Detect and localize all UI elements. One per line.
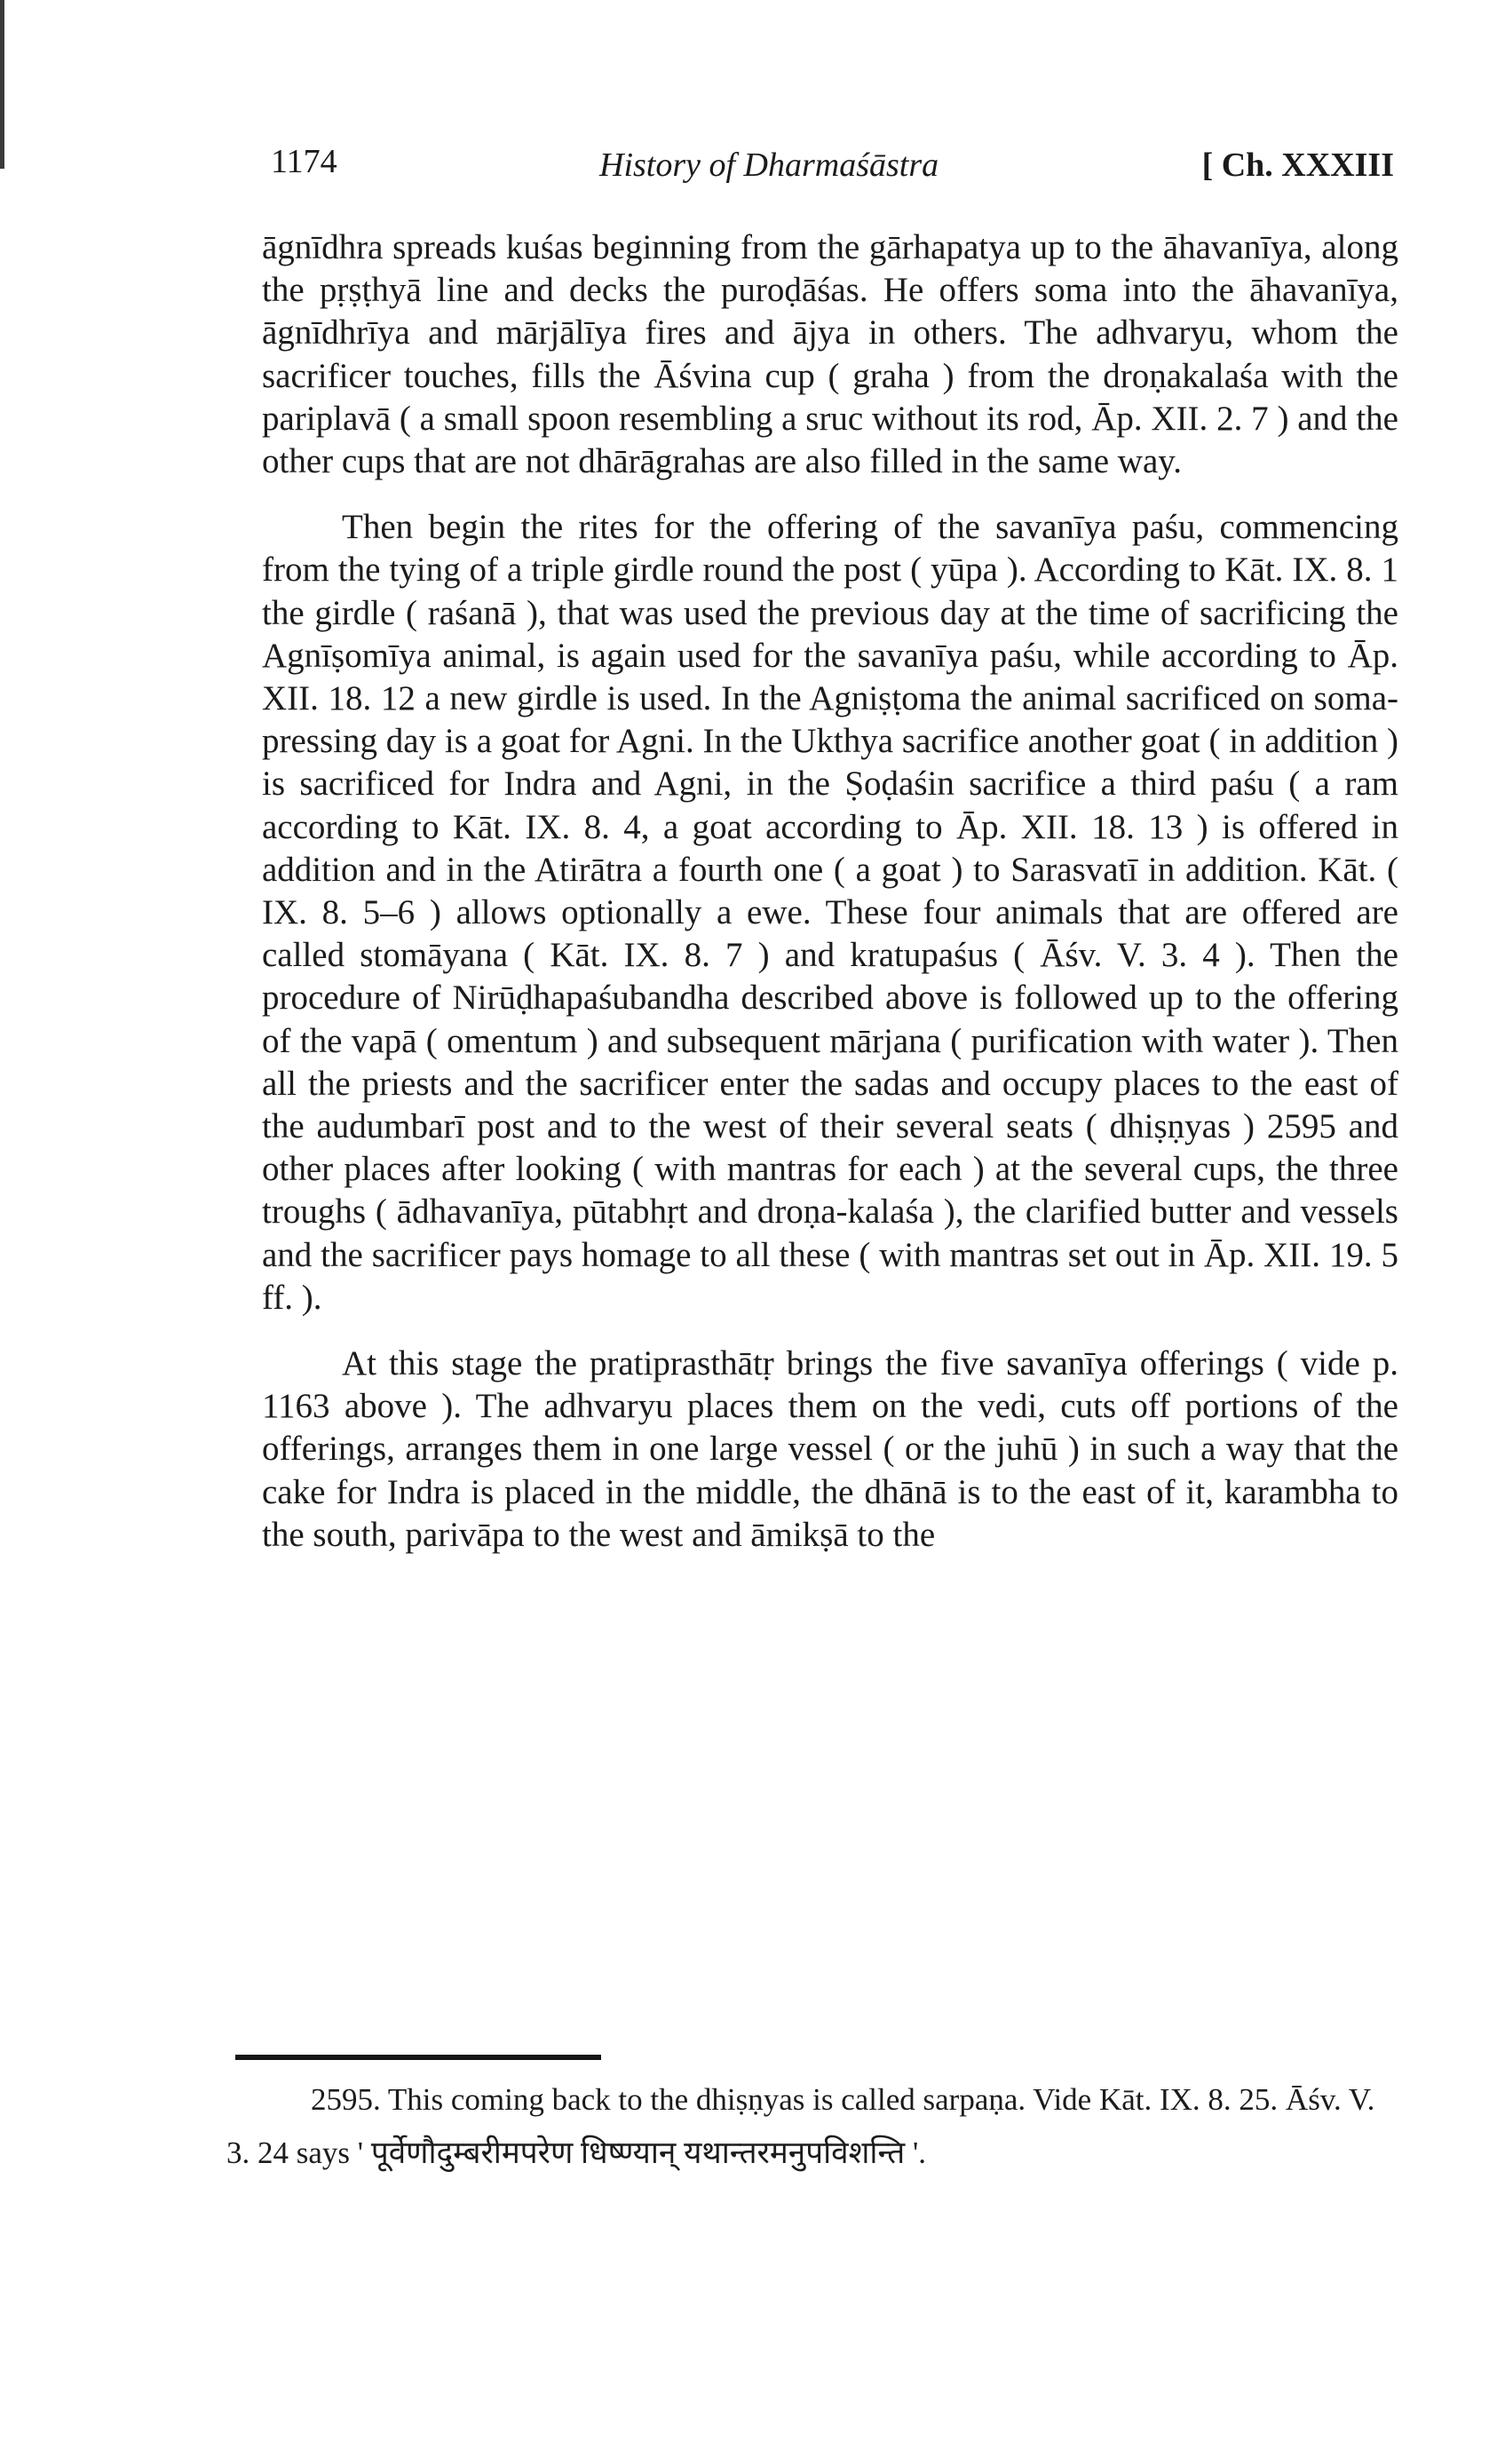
chapter-label: [ Ch. XXXIII	[1201, 147, 1394, 184]
footnote-2595: 2595. This coming back to the dhiṣṇyas is called sarpaṇa. Vide Kāt. IX. 8. 25. Āśv. V. 3. 24 says ' पूर्वेणौदुम्बरीमपरेण धिष्ण्यान् यथान्तरमनुपविशन्ति '.	[226, 2082, 1375, 2170]
running-header	[271, 135, 1394, 188]
binding-edge-line	[0, 0, 4, 169]
page-number: 1174	[271, 143, 337, 180]
paragraph-1: āgnīdhra spreads kuśas beginning from the gārhapatya up to the āhavanīya, along the pṛṣṭhyā line and decks the puroḍāśas. He offers soma into the āhavanīya, āgnīdhrīya and mārjālīya fires and ājya in others. The adhvaryu, whom the sacrificer touches, fills the Āśvina cup ( graha ) from the droṇakalaśa with the pariplavā ( a small spoon resembling a sruc without its rod, Āp. XII. 2. 7 ) and the other cups that are not dhārāgrahas are also filled in the same way.	[262, 228, 1398, 481]
main-text	[262, 226, 1398, 1580]
paragraph-2: Then begin the rites for the offering of the savanīya paśu, commencing from the tying of a triple girdle round the post ( yūpa ). According to Kāt. IX. 8. 1 the girdle ( raśanā ), that was used the previous day at the time of sacrificing the Agnīṣomīya animal, is again used for the savanīya paśu, while according to Āp. XII. 18. 12 a new girdle is used. In the Agniṣṭoma the animal sacrificed on soma-pressing day is a goat for Agni. In the Ukthya sacrifice another goat ( in addition ) is sacrificed for Indra and Agni, in the Ṣoḍaśin sacrifice a third paśu ( a ram according to Kāt. IX. 8. 4, a goat according to Āp. XII. 18. 13 ) is offered in addition and in the Atirātra a fourth one ( a goat ) to Sarasvatī in addition. Kāt. ( IX. 8. 5–6 ) allows optionally a ewe. These four animals that are offered are called stomāyana ( Kāt. IX. 8. 7 ) and kratupaśus ( Āśv. V. 3. 4 ). Then the procedure of Nirūḍhapaśubandha described above is followed up to the offering of the vapā ( omentum ) and subsequent mārjana ( purification with water ). Then all the priests and the sacrificer enter the sadas and occupy places to the east of the audumbarī post and to the west of their several seats ( dhiṣṇyas ) 2595 and other places after looking ( with mantras for each ) at the several cups, the three troughs ( ādhavanīya, pūtabhṛt and droṇa-kalaśa ), the clarified butter and vessels and the sacrificer pays homage to all these ( with mantras set out in Āp. XII. 19. 5 ff. ).	[262, 508, 1398, 1317]
footnote-rule	[235, 2055, 601, 2060]
paragraph-3: At this stage the pratiprasthātṛ brings the five savanīya offerings ( vide p. 1163 above ). The adhvaryu places them on the vedi, cuts off portions of the offerings, arranges them in one large vessel ( or the juhū ) in such a way that the cake for Indra is placed in the middle, the dhānā is to the east of it, karambha to the south, parivāpa to the west and āmikṣā to the	[262, 1344, 1398, 1554]
running-title: History of Dharmaśāstra	[599, 147, 939, 184]
